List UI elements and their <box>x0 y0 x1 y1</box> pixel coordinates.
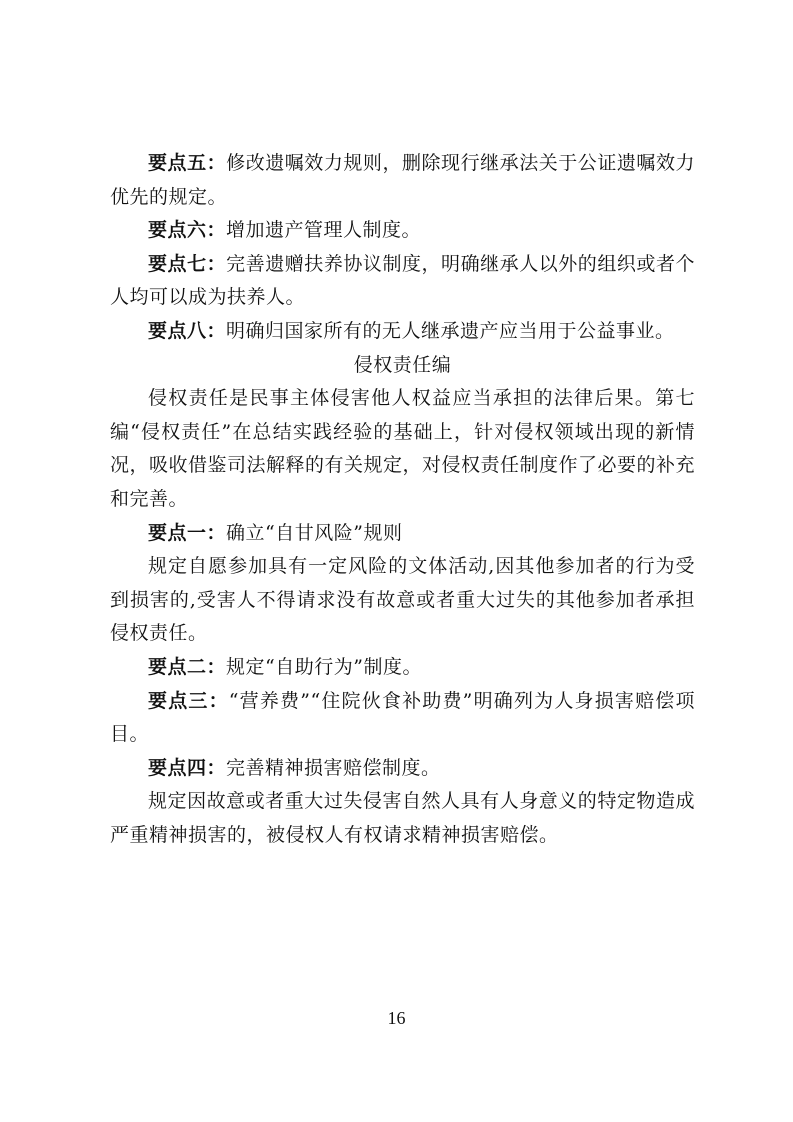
paragraph-point-4 <box>110 752 695 786</box>
point-label: 要点七： <box>148 252 227 275</box>
section-title: 侵权责任编 <box>353 353 452 376</box>
point-label: 要点三： <box>148 689 229 712</box>
point-text: 规定“自助行为”制度。 <box>226 655 422 678</box>
paragraph-point-7 <box>110 248 695 315</box>
point-text: 增加遗产管理人制度。 <box>226 219 422 242</box>
point-label: 要点二： <box>148 655 227 678</box>
point-text: 确立“自甘风险”规则 <box>226 521 403 544</box>
point-label: 要点八： <box>148 319 227 342</box>
paragraph-point-2 <box>110 651 695 685</box>
paragraph-point-5 <box>110 147 695 214</box>
paragraph-point-8 <box>110 315 695 349</box>
paragraph-point-3 <box>110 685 695 752</box>
paragraph-intro: 侵权责任是民事主体侵害他人权益应当承担的法律后果。第七编“侵权责任”在总结实践经验的基础上，针对侵权领域出现的新情况，吸收借鉴司法解释的有关规定，对侵权责任制度作了必要的补充和完善。 <box>110 387 696 510</box>
point-text: 完善遗赠扶养协议制度，明确继承人以外的组织或者个人均可以成为扶养人。 <box>110 252 695 309</box>
point-label: 要点五： <box>148 152 227 174</box>
point-label: 要点六： <box>148 219 227 242</box>
point-label: 要点一： <box>148 521 227 544</box>
page-number: 16 <box>387 1008 406 1028</box>
paragraph-point-6 <box>110 214 695 248</box>
point-text: 明确归国家所有的无人继承遗产应当用于公益事业。 <box>226 319 675 342</box>
point-text: 修改遗嘱效力规则，删除现行继承法关于公证遗嘱效力优先的规定。 <box>110 152 695 208</box>
paragraph-point-4-detail: 规定因故意或者重大过失侵害自然人具有人身意义的特定物造成严重精神损害的，被侵权人有权请求精神损害赔偿。 <box>110 790 695 846</box>
paragraph-point-1-detail: 规定自愿参加具有一定风险的文体活动,因其他参加者的行为受到损害的,受害人不得请求没有故意或者重大过失的其他参加者承担侵权责任。 <box>110 555 695 645</box>
paragraph-point-1 <box>110 517 695 551</box>
point-label: 要点四： <box>148 756 227 779</box>
point-text: “营养费”“住院伙食补助费”明确列为人身损害赔偿项目。 <box>110 689 695 746</box>
point-text: 完善精神损害赔偿制度。 <box>226 756 441 779</box>
body-text <box>110 147 695 852</box>
